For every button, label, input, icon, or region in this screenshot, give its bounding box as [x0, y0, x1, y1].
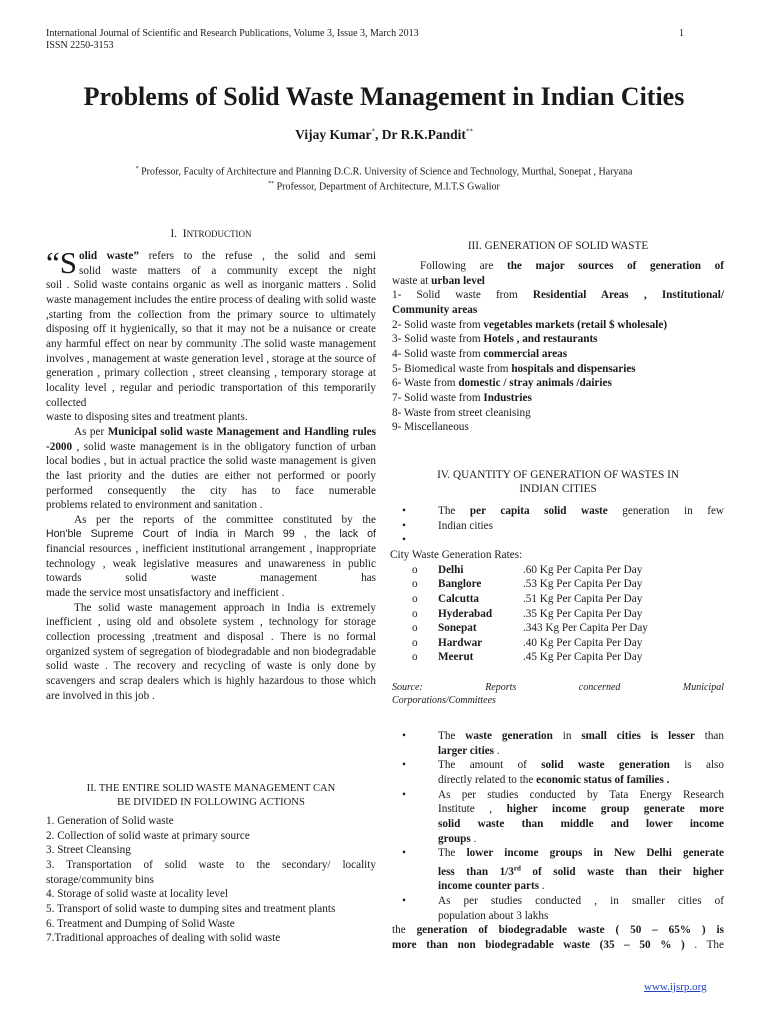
quantity-bullets	[392, 504, 724, 533]
list-item: • The per capita solid waste generation in few	[392, 504, 724, 519]
source-item: 9- Miscellaneous	[392, 421, 469, 434]
source-item: 8- Waste from street cleanising	[392, 406, 531, 419]
rates-label: City Waste Generation Rates:	[390, 548, 523, 561]
city-row: o Banglore .53 Kg Per Capita Per Day	[412, 578, 643, 591]
intro-paragraph-3-hon: Hon'ble Supreme Court of India in March 99 , the lack of	[46, 528, 376, 541]
intro-paragraph-3-body: financial resources , inefficient institutional arrangement , inappropriate technology , weak legislative measures and unawareness in public towards solid waste management has	[46, 543, 376, 585]
list-item: • As per studies conducted , in smaller cities of population about 3 lakhs	[392, 894, 724, 923]
findings-final: the generation of biodegradable waste ( 50 – 65% ) is	[392, 924, 724, 937]
intro-paragraph-3-end: made the service most unsatisfactory and inefficient .	[46, 587, 285, 600]
aff1-mark: *	[135, 166, 139, 172]
action-item: 1. Generation of Solid waste	[46, 815, 174, 827]
source-item: 2- Solid waste from vegetables markets (retail $ wholesale)	[392, 318, 668, 331]
list-item: • The waste generation in small cities is lesser than larger cities .	[392, 729, 724, 758]
intro-paragraph-4: The solid waste management approach in India is extremely inefficient , using old and obsolete system , technology for storage collection processing ,treatment and disposal . There is no formal organized system of segregation of biodegradable and non biodegradable solid waste . The recovery and recycling of waste is only done by scavengers and scrap dealers which is highly hazardous to those which	[46, 601, 376, 688]
list-item-cont: • Indian cities	[392, 519, 724, 534]
journal-header	[46, 28, 419, 52]
authors	[0, 127, 768, 143]
source-item: 4- Solid waste from commercial areas	[392, 347, 568, 360]
action-item: 5. Transport of solid waste to dumping sites and treatment plants	[46, 902, 336, 915]
source-note: Source: Reports concerned Municipal Corporations/Committees	[392, 682, 724, 707]
action-item: 3. Transportation of solid waste to the secondary/ locality	[46, 858, 376, 871]
action-item: 7.Traditional approaches of dealing with solid waste	[46, 932, 281, 945]
journal-url-link[interactable]: www.ijsrp.org	[644, 981, 707, 993]
list-item: • As per studies conducted by Tata Energy Research Institute , higher income group generate more solid waste than middle and lower income groups .	[392, 788, 724, 847]
intro-paragraph-1-body: soil . Solid waste contains organic as well as inorganic matters . Solid waste management includes the entire process of dealing with solid waste ,starting from the collection from the primary source to ultimately disposing off it hygienically, so that it may not be a nuisance or create any harmful effect on near by community .The solid waste management involves , management at waste generation level , storage at the source of generation , primary collection , street cleansing , temporary storage at locality level , regular and periodic transportation of this temporarily collected	[46, 279, 376, 409]
source-item: 3- Solid waste from Hotels , and restaurants	[392, 333, 598, 346]
city-row: o Meerut .45 Kg Per Capita Per Day	[412, 651, 643, 664]
author-separator: ,	[374, 127, 382, 142]
section-4-heading: IV. QUANTITY OF GENERATION OF WASTES IN INDIAN CITIES	[437, 469, 679, 495]
city-row: o Delhi .60 Kg Per Capita Per Day	[412, 563, 643, 576]
city-row: o Hardwar .40 Kg Per Capita Per Day	[412, 636, 643, 649]
city-row: o Sonepat .343 Kg Per Capita Per Day	[412, 622, 648, 635]
intro-paragraph-2-end: problems related to environment and sanitation .	[46, 499, 263, 512]
page-number: 1	[679, 28, 684, 39]
section-2-heading: II. THE ENTIRE SOLID WASTE MANAGEMENT CAN BE DIVIDED IN FOLLOWING ACTIONS	[86, 783, 336, 808]
author-2: Dr R.K.Pandit	[381, 127, 466, 142]
affiliation-2	[0, 178, 768, 193]
aff2-text: Professor, Department of Architecture, M.I.T.S Gwalior	[274, 181, 500, 193]
intro-heading: I. INTRODUCTION	[170, 226, 252, 240]
intro-paragraph-2: As per Municipal solid waste Management and Handling rules -2000 , solid waste management is in the obligatory function of urban local bodies , but in actual practice the solid waste management is given the last priority and the duties are either not performed or poorly performed consequently the city has to face numerable	[46, 425, 376, 497]
journal-line: International Journal of Scientific and Research Publications, Volume 3, Issue 3, March 2013	[46, 28, 419, 39]
generation-intro-2: waste at urban level	[392, 274, 485, 287]
actions-section	[46, 782, 376, 946]
intro-paragraph-1: “S olid waste” refers to the refuse , the solid and semi solid waste matters of a community except the night	[46, 245, 377, 280]
city-row: o Hyderabad .35 Kg Per Capita Per Day	[412, 607, 643, 620]
list-item	[392, 533, 724, 548]
aff2-mark: **	[268, 181, 275, 188]
generation-section	[392, 239, 724, 435]
intro-paragraph-1-end: waste to disposing sites and treatment plants.	[46, 411, 248, 424]
left-column	[46, 226, 376, 703]
source-item: 7- Solid waste from Industries	[392, 391, 532, 404]
source-item: 6- Waste from domestic / stray animals /dairies	[392, 377, 612, 390]
findings-section	[392, 729, 724, 953]
intro-dropcap: “S	[46, 245, 78, 280]
action-item: 4. Storage of solid waste at locality level	[46, 888, 229, 901]
quantity-section	[392, 468, 724, 707]
empty-bullet	[392, 533, 724, 548]
issn: ISSN 2250-3153	[46, 40, 114, 51]
author-2-mark: **	[465, 127, 473, 136]
source-item-cont: Community areas	[392, 303, 478, 316]
intro-paragraph-3: As per the reports of the committee constituted by the	[74, 513, 376, 526]
generation-intro: Following are the major sources of generation of	[420, 260, 724, 272]
author-1-mark: *	[371, 127, 375, 136]
findings-final-2: more than non biodegradable waste (35 – 50 % ) . The	[392, 938, 724, 951]
list-item: • The amount of solid waste generation is also directly related to the economic status of families .	[392, 758, 724, 787]
action-item: 3. Street Cleansing	[46, 844, 131, 857]
source-item: 1- Solid waste from Residential Areas , Institutional/	[392, 289, 724, 302]
section-3-heading: III. GENERATION OF SOLID WASTE	[467, 240, 649, 252]
aff1-text: Professor, Faculty of Architecture and Planning D.C.R. University of Science and Technology, Murthal, Sonepat , Haryana	[138, 166, 633, 178]
affiliations	[0, 163, 768, 194]
affiliation-1	[0, 163, 768, 178]
paper-title: Problems of Solid Waste Management in Indian Cities	[83, 82, 685, 111]
action-item: 6. Treatment and Dumping of Solid Waste	[46, 917, 235, 930]
action-item: 2. Collection of solid waste at primary source	[46, 829, 250, 842]
findings-bullets	[392, 729, 724, 923]
source-item: 5- Biomedical waste from hospitals and dispensaries	[392, 362, 636, 375]
intro-paragraph-4-end: are involved in this job .	[46, 689, 155, 702]
city-row: o Calcutta .51 Kg Per Capita Per Day	[412, 592, 643, 605]
list-item: • The lower income groups in New Delhi generate less than 1/3rd of solid waste than their higher income counter parts .	[392, 846, 724, 894]
action-item: storage/community bins	[46, 873, 154, 886]
author-1: Vijay Kumar	[295, 127, 372, 142]
